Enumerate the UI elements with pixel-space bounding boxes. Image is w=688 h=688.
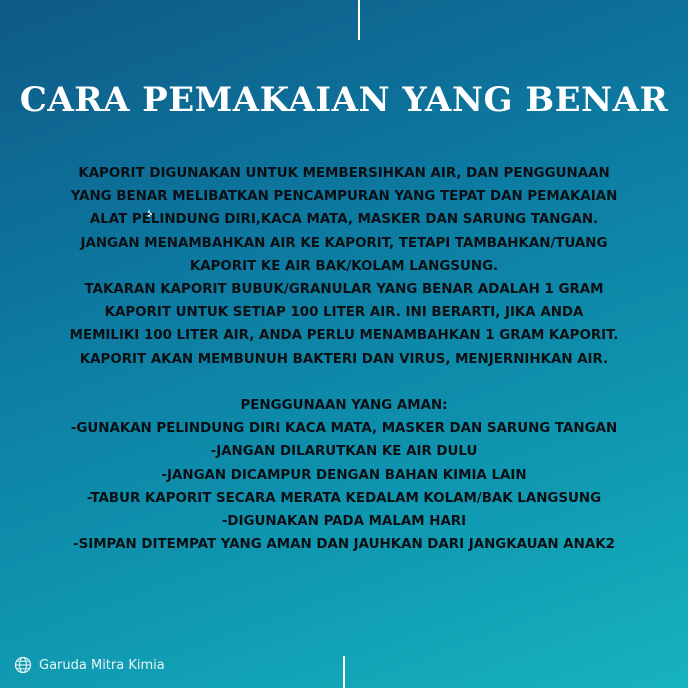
safe-usage-item: -TABUR KAPORIT SECARA MERATA KEDALAM KOLAM/BAK LANGSUNG <box>86 490 602 506</box>
safe-usage-heading: PENGGUNAAN YANG AMAN: <box>240 398 448 414</box>
bottom-divider-line <box>343 656 345 688</box>
safe-usage-item: -JANGAN DICAMPUR DENGAN BAHAN KIMIA LAIN <box>161 467 527 483</box>
paragraph-line: MEMILIKI 100 LITER AIR, ANDA PERLU MENAMBAHKAN 1 GRAM KAPORIT. <box>69 328 619 344</box>
paragraph-line: ALAT PELINDUNG DIRI,KACA MATA, MASKER DAN SARUNG TANGAN. <box>89 212 599 228</box>
paragraph-line: KAPORIT KE AIR BAK/KOLAM LANGSUNG. <box>189 258 499 274</box>
top-divider-line <box>358 0 360 40</box>
paragraph-line: KAPORIT AKAN MEMBUNUH BAKTERI DAN VIRUS, MENJERNIHKAN AIR. <box>79 351 609 367</box>
safe-usage-item: -GUNAKAN PELINDUNG DIRI KACA MATA, MASKER DAN SARUNG TANGAN <box>70 421 618 437</box>
paragraph-line: KAPORIT UNTUK SETIAP 100 LITER AIR. INI BERARTI, JIKA ANDA <box>104 305 584 321</box>
paragraph-line: TAKARAN KAPORIT BUBUK/GRANULAR YANG BENAR ADALAH 1 GRAM <box>84 282 604 298</box>
section-spacer <box>0 371 688 394</box>
paragraph-line: YANG BENAR MELIBATKAN PENCAMPURAN YANG TEPAT DAN PEMAKAIAN <box>70 189 618 205</box>
footer-brand-text: Garuda Mitra Kimia <box>39 657 165 673</box>
safe-usage-item: -JANGAN DILARUTKAN KE AIR DULU <box>210 444 478 460</box>
globe-icon <box>14 656 32 674</box>
page-title: CARA PEMAKAIAN YANG BENAR <box>19 80 669 120</box>
safe-usage-item: -DIGUNAKAN PADA MALAM HARI <box>221 514 467 530</box>
paragraph-line: KAPORIT DIGUNAKAN UNTUK MEMBERSIHKAN AIR, DAN PENGGUNAAN <box>78 166 610 181</box>
footer-brand <box>14 656 165 674</box>
body-text-block <box>0 162 688 556</box>
safe-usage-item: -SIMPAN DITEMPAT YANG AMAN DAN JAUHKAN DARI JANGKAUAN ANAK2 <box>73 537 615 553</box>
paragraph-line: JANGAN MENAMBAHKAN AIR KE KAPORIT, TETAPI TAMBAHKAN/TUANG <box>80 235 608 251</box>
